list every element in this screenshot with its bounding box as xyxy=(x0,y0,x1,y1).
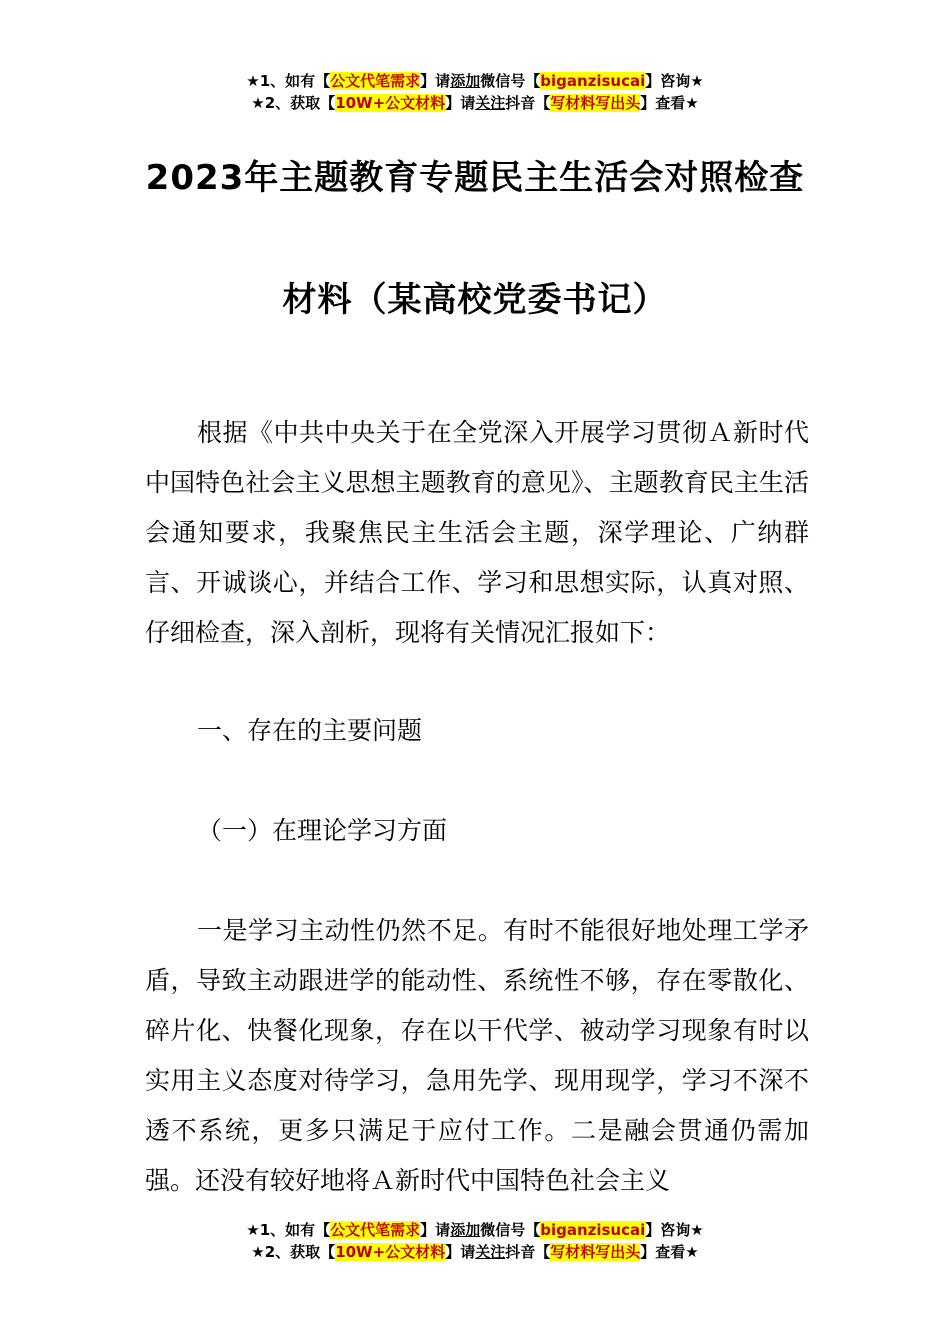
banner-line-2: ★2、获取【10W+公文材料】请关注抖音【写材料写出头】查看★ xyxy=(251,94,699,112)
banner-line-2: ★2、获取【10W+公文材料】请关注抖音【写材料写出头】查看★ xyxy=(251,1243,699,1261)
banner-highlight: 10W+公文材料 xyxy=(335,94,446,112)
body-paragraph: 一是学习主动性仍然不足。有时不能很好地处理工学矛盾，导致主动跟进学的能动性、系统性不够，存在零散化、碎片化、快餐化现象，存在以干代学、被动学习现象有时以实用主义态度对待学习，急用先学、现用现学，学习不深不透不系统，更多只满足于应付工作。二是融会贯通仍需加强。还没有较好地将Ａ新时代中国特色社会主义 xyxy=(145,916,809,1195)
header-banner xyxy=(0,70,950,114)
banner-douyin-name: 写材料写出头 xyxy=(550,94,641,112)
banner-wechat-id: biganzisucai xyxy=(540,72,646,90)
document-title-line-1: 2023年主题教育专题民主生活会对照检查 xyxy=(145,158,805,198)
section-heading: 一、存在的主要问题 xyxy=(197,716,423,745)
banner-line-1: ★1、如有【公文代笔需求】请添加微信号【biganzisucai】咨询★ xyxy=(246,72,704,90)
banner-wechat-id: biganzisucai xyxy=(540,1221,646,1239)
banner-highlight: 公文代笔需求 xyxy=(330,1221,421,1239)
banner-highlight: 公文代笔需求 xyxy=(330,72,421,90)
banner-highlight: 10W+公文材料 xyxy=(335,1243,446,1261)
intro-paragraph: 根据《中共中央关于在全党深入开展学习贯彻Ａ新时代中国特色社会主义思想主题教育的意见》、主题教育民主生活会通知要求，我聚焦民主生活会主题，深学理论、广纳群言、开诚谈心，并结合工作、学习和思想实际，认真对照、仔细检查，深入剖析，现将有关情况汇报如下： xyxy=(145,418,809,647)
subsection-heading: （一）在理论学习方面 xyxy=(197,816,448,845)
footer-banner xyxy=(0,1219,950,1263)
document-title-line-2: 材料（某高校党委书记） xyxy=(282,280,668,320)
banner-line-1: ★1、如有【公文代笔需求】请添加微信号【biganzisucai】咨询★ xyxy=(246,1221,704,1239)
banner-douyin-name: 写材料写出头 xyxy=(550,1243,641,1261)
